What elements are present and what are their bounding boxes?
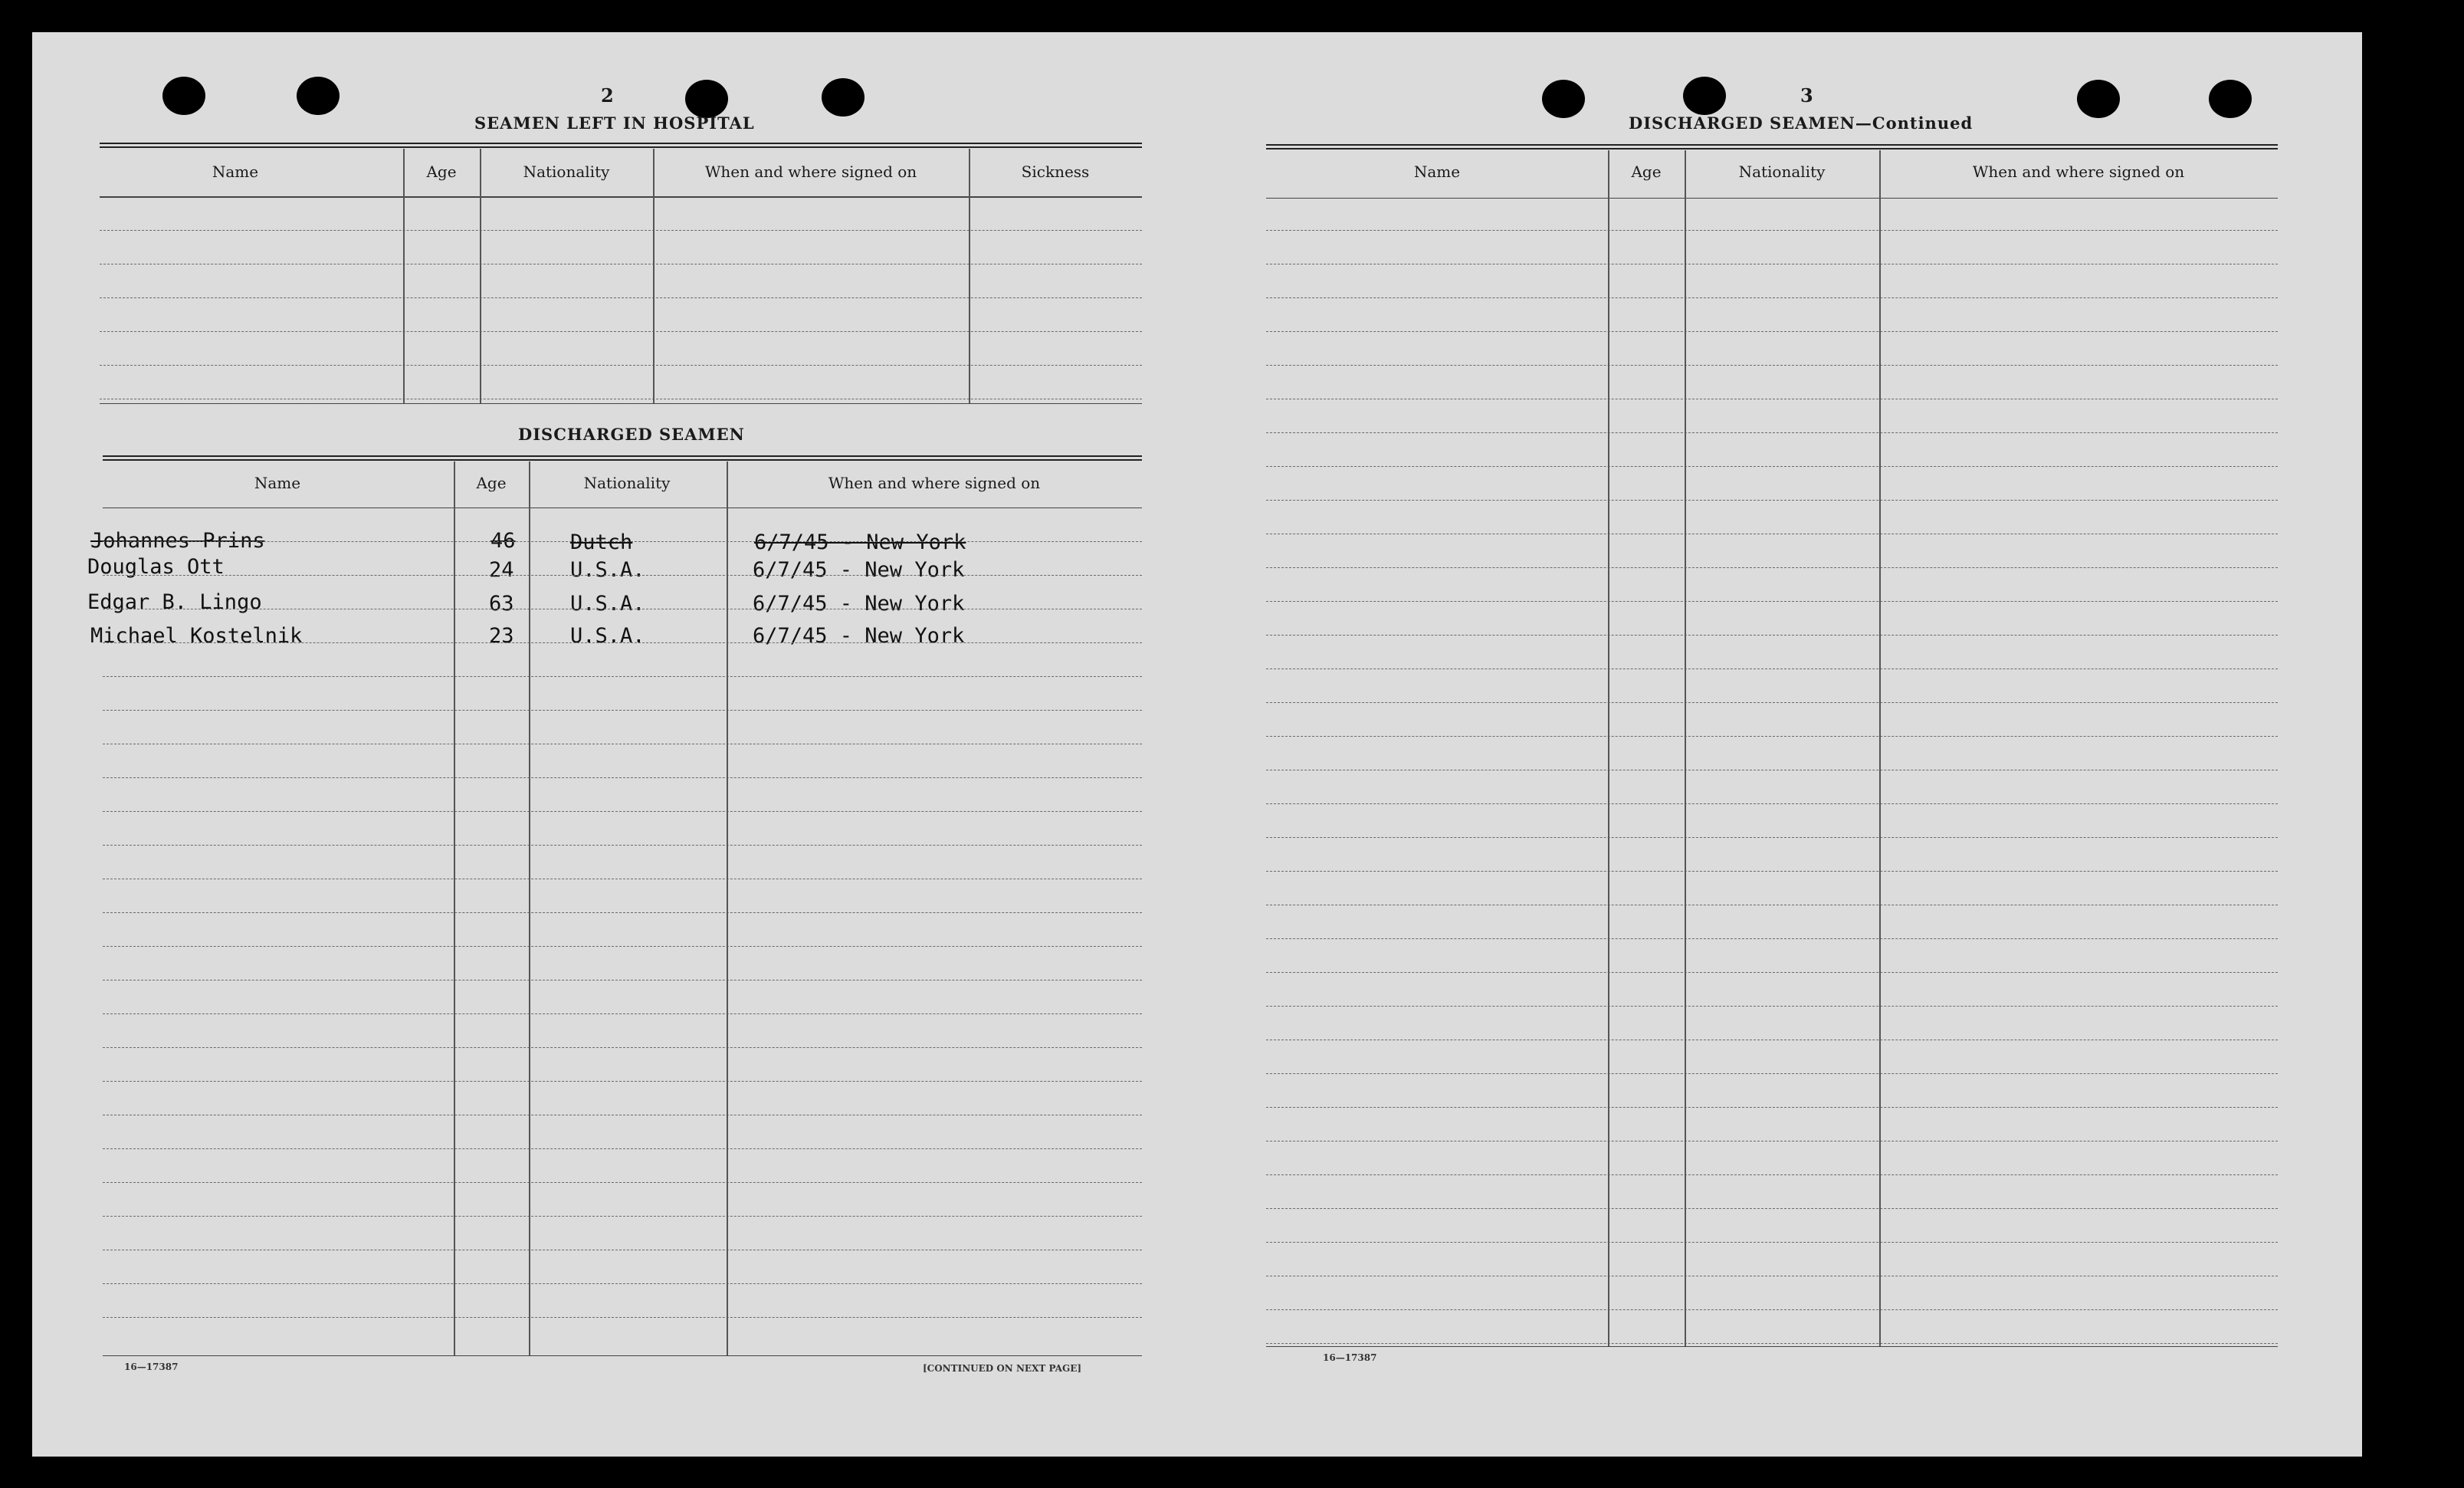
seaman-nationality: Dutch bbox=[570, 530, 633, 554]
ruled-line bbox=[1266, 803, 2278, 804]
ruled-line bbox=[103, 1216, 1142, 1217]
col-header-sickness: Sickness bbox=[1021, 163, 1090, 181]
punch-hole bbox=[1683, 77, 1726, 115]
page-number: 2 bbox=[601, 84, 614, 107]
ruled-line bbox=[1266, 432, 2278, 433]
form-number: 16—17387 bbox=[1323, 1352, 1377, 1363]
discharged-section-title: DISCHARGED SEAMEN bbox=[518, 425, 745, 444]
ruled-line bbox=[103, 1081, 1142, 1082]
hospital-section-title: SEAMEN LEFT IN HOSPITAL bbox=[474, 113, 755, 133]
col-header-name: Name bbox=[1413, 163, 1461, 181]
seaman-age: 63 bbox=[489, 592, 514, 616]
seaman-nationality: U.S.A. bbox=[570, 558, 645, 582]
col-header-age: Age bbox=[476, 474, 507, 492]
ruled-line bbox=[1266, 871, 2278, 872]
ruled-line bbox=[103, 642, 1142, 643]
punch-hole bbox=[1542, 80, 1585, 118]
ruled-line bbox=[103, 980, 1142, 981]
ruled-line bbox=[103, 575, 1142, 576]
seaman-age: 46 bbox=[491, 529, 516, 553]
ruled-line bbox=[1266, 635, 2278, 636]
punch-hole bbox=[297, 77, 340, 115]
punch-hole bbox=[2077, 80, 2120, 118]
form-number: 16—17387 bbox=[124, 1362, 179, 1372]
ruled-line bbox=[1266, 972, 2278, 973]
ruled-line bbox=[1266, 500, 2278, 501]
ruled-line bbox=[1266, 230, 2278, 231]
punch-hole bbox=[2209, 80, 2252, 118]
ruled-line bbox=[1266, 1107, 2278, 1108]
seaman-signed-on: 6/7/45 - New York bbox=[753, 624, 965, 648]
ruled-line bbox=[103, 1013, 1142, 1014]
ruled-line bbox=[103, 710, 1142, 711]
ruled-line bbox=[103, 676, 1142, 677]
ruled-line bbox=[1266, 1242, 2278, 1243]
ruled-line bbox=[103, 1047, 1142, 1048]
ruled-line bbox=[1266, 1309, 2278, 1310]
punch-hole bbox=[162, 77, 205, 115]
punch-hole bbox=[685, 80, 728, 118]
continued-section-title bbox=[1629, 113, 1973, 133]
section-title-text: DISCHARGED SEAMEN bbox=[1629, 113, 1855, 133]
col-header-name: Name bbox=[254, 474, 301, 492]
ruled-line bbox=[1266, 466, 2278, 467]
col-header-signed-on: When and where signed on bbox=[828, 474, 1041, 492]
seaman-name: Edgar B. Lingo bbox=[87, 590, 262, 614]
scanned-document bbox=[32, 32, 2362, 1457]
right-page bbox=[1197, 32, 2362, 1457]
section-title-suffix: —Continued bbox=[1855, 113, 1973, 133]
ruled-line bbox=[1266, 297, 2278, 298]
ruled-line bbox=[1266, 1343, 2278, 1344]
seaman-name: Johannes Prins bbox=[90, 529, 265, 553]
col-header-age: Age bbox=[426, 163, 457, 181]
ruled-line bbox=[103, 845, 1142, 846]
ruled-line bbox=[1266, 1073, 2278, 1074]
ruled-line bbox=[103, 1317, 1142, 1318]
col-header-signed-on: When and where signed on bbox=[704, 163, 917, 181]
ruled-line bbox=[103, 777, 1142, 778]
page-number: 3 bbox=[1800, 84, 1813, 107]
ruled-line bbox=[1266, 567, 2278, 568]
col-header-age: Age bbox=[1631, 163, 1662, 181]
ruled-line bbox=[1266, 1006, 2278, 1007]
ruled-line bbox=[103, 1148, 1142, 1149]
ruled-line bbox=[1266, 1174, 2278, 1175]
ruled-line bbox=[1266, 668, 2278, 669]
ruled-line bbox=[1266, 938, 2278, 939]
col-header-nationality: Nationality bbox=[523, 163, 610, 181]
ruled-line bbox=[1266, 702, 2278, 703]
seaman-age: 23 bbox=[489, 624, 514, 648]
continued-note: [CONTINUED ON NEXT PAGE] bbox=[923, 1363, 1082, 1374]
seaman-signed-on: 6/7/45 - New York bbox=[754, 530, 966, 554]
seaman-signed-on: 6/7/45 - New York bbox=[753, 558, 965, 582]
col-header-name: Name bbox=[212, 163, 259, 181]
ruled-line bbox=[1266, 365, 2278, 366]
seaman-name: Douglas Ott bbox=[87, 555, 225, 579]
ruled-line bbox=[1266, 837, 2278, 838]
seaman-nationality: U.S.A. bbox=[570, 624, 645, 648]
seaman-name: Michael Kostelnik bbox=[90, 624, 303, 648]
seaman-signed-on: 6/7/45 - New York bbox=[753, 592, 965, 616]
col-header-nationality: Nationality bbox=[583, 474, 671, 492]
col-header-signed-on: When and where signed on bbox=[1972, 163, 2185, 181]
ruled-line bbox=[1266, 736, 2278, 737]
seaman-age: 24 bbox=[489, 558, 514, 582]
ruled-line bbox=[1266, 1208, 2278, 1209]
ruled-line bbox=[103, 1182, 1142, 1183]
ruled-line bbox=[103, 811, 1142, 812]
ruled-line bbox=[103, 946, 1142, 947]
col-header-nationality: Nationality bbox=[1738, 163, 1826, 181]
ruled-line bbox=[1266, 601, 2278, 602]
ruled-line bbox=[103, 541, 1142, 542]
punch-hole bbox=[822, 78, 865, 117]
left-page bbox=[32, 32, 1174, 1457]
ruled-line bbox=[1266, 331, 2278, 332]
ruled-line bbox=[103, 912, 1142, 913]
seaman-nationality: U.S.A. bbox=[570, 592, 645, 616]
ruled-line bbox=[103, 1283, 1142, 1284]
